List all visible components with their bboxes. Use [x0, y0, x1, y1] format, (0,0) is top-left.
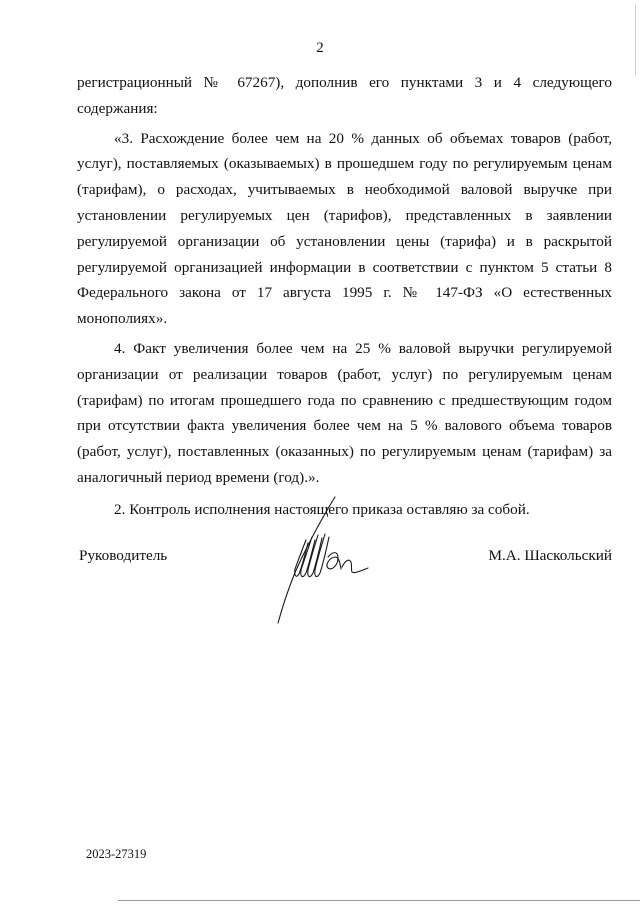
paragraph-continuation: регистрационный № 67267), дополнив его пунктами 3 и 4 следующего содержания:: [77, 74, 612, 117]
paragraph-item-4: 4. Факт увеличения более чем на 25 % валовой выручки регулируемой организации от реализации товаров (работ, услуг) по регулируемым ценам (тарифам) по итогам прошедшего года по сравнению с предшествующим годом при отсутствии факта увеличения более чем на 5 % валового объема товаров (работ, услуг), поставленных (оказанных) по регулируемым ценам (тарифам) за аналогичный период времени (год).».: [77, 339, 612, 486]
scan-bottom-edge: [118, 900, 640, 901]
handwritten-signature: [268, 495, 378, 630]
paragraph-control-clause: 2. Контроль исполнения настоящего приказа оставляю за собой.: [114, 500, 530, 518]
signatory-title: Руководитель: [79, 547, 168, 564]
page-number: 2: [316, 40, 324, 56]
document-body: [77, 70, 612, 523]
signatory-name: М.А. Шаскольский: [488, 547, 612, 564]
paragraph-item-3: «3. Расхождение более чем на 20 % данных об объемах товаров (работ, услуг), поставляемых (оказываемых) в прошедшем году по регулируемым ценам (тарифам), о расходах, учитываемых в необходимой валовой выручке при установлении регулируемых цен (тарифов), представленных в заявлении регулируемой организации об установлении цены (тарифа) и в раскрытой регулируемой организацией информации в соответствии с пунктом 5 статьи 8 Федерального закона от 17 августа 1995 г. № 147-ФЗ «О естественных монополиях».: [77, 129, 612, 328]
document-registration-code: 2023-27319: [86, 847, 147, 861]
